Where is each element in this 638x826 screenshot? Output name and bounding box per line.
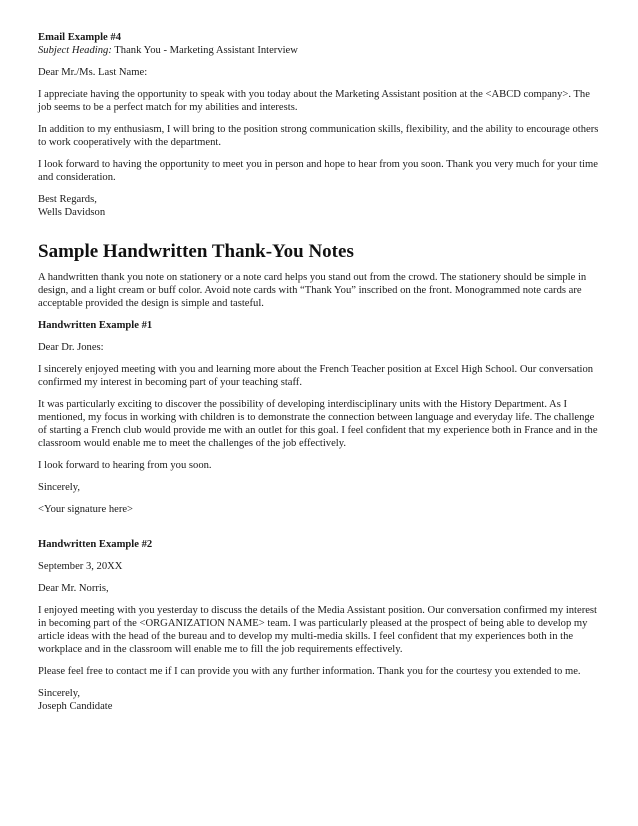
email-closing: Best Regards, (38, 194, 97, 205)
email-paragraph-2: In addition to my enthusiasm, I will bring to the position strong communication skills, flexibility, and the ability to encourage others to work cooperatively with the department. (38, 124, 599, 148)
email-example-block (38, 31, 604, 219)
email-salutation: Dear Mr./Ms. Last Name: (38, 67, 148, 78)
hw2-paragraph-2: Please feel free to contact me if I can provide you with any further information. Thank you for the courtesy you extended to me. (38, 666, 581, 677)
hw2-closing: Sincerely, (38, 688, 80, 699)
handwritten-example-2-block (38, 538, 604, 713)
subject-text: Thank You - Marketing Assistant Interview (111, 45, 298, 56)
hw1-signature: <Your signature here> (38, 504, 134, 515)
hw1-paragraph-3: I look forward to hearing from you soon. (38, 460, 212, 471)
hw2-salutation: Dear Mr. Norris, (38, 583, 109, 594)
handwritten-example-2-heading: Handwritten Example #2 (38, 539, 153, 550)
handwritten-example-1-block (38, 319, 604, 516)
hw2-date: September 3, 20XX (38, 561, 123, 572)
email-subject-line (38, 44, 604, 57)
hw2-paragraph-1: I enjoyed meeting with you yesterday to discuss the details of the Media Assistant position. Our conversation confirmed my interest in becoming part of the <ORGANIZATION NAME> team. I was particularly pleased at the prospect of being able to develop my article ideas with the head of the bureau and to develop my multi-media skills. I feel confident that my experiences both in the workplace and in the classroom will enable me to fill the job requirements effectively. (38, 605, 598, 655)
hw1-closing: Sincerely, (38, 482, 80, 493)
section-title: Sample Handwritten Thank-You Notes (38, 241, 354, 262)
email-paragraph-3: I look forward to having the opportunity to meet you in person and hope to hear from you soon. Thank you very much for your time and consideration. (38, 159, 598, 183)
hw1-paragraph-2: It was particularly exciting to discover the possibility of developing interdisciplinary units with the History Department. As I mentioned, my focus in working with children is to demonstrate the connection between language and everyday life. The challenge of starting a French club would provide me with an outlet for this goal. I feel confident that my experience both in France and in the classroom would enable me to meet the challenges of the job effectively. (38, 399, 598, 449)
hw1-paragraph-1: I sincerely enjoyed meeting with you and learning more about the French Teacher position at Excel High School. Our conversation confirmed my interest in becoming part of your teaching staff. (38, 364, 594, 388)
email-example-heading: Email Example #4 (38, 32, 121, 43)
hw2-signature: Joseph Candidate (38, 701, 113, 712)
handwritten-example-1-heading: Handwritten Example #1 (38, 320, 153, 331)
subject-label: Subject Heading: (38, 45, 112, 56)
section-intro: A handwritten thank you note on stationery or a note card helps you stand out from the crowd. The stationery should be simple in design, and a light cream or buff color. Avoid note cards with “Thank You” inscribed on the front. Monogrammed note cards are acceptable provided the design is simple and tasteful. (38, 272, 587, 309)
email-paragraph-1: I appreciate having the opportunity to speak with you today about the Marketing Assistant position at the <ABCD company>. The job seems to be a perfect match for my abilities and interests. (38, 89, 590, 113)
email-signature: Wells Davidson (38, 207, 106, 218)
hw1-salutation: Dear Dr. Jones: (38, 342, 104, 353)
